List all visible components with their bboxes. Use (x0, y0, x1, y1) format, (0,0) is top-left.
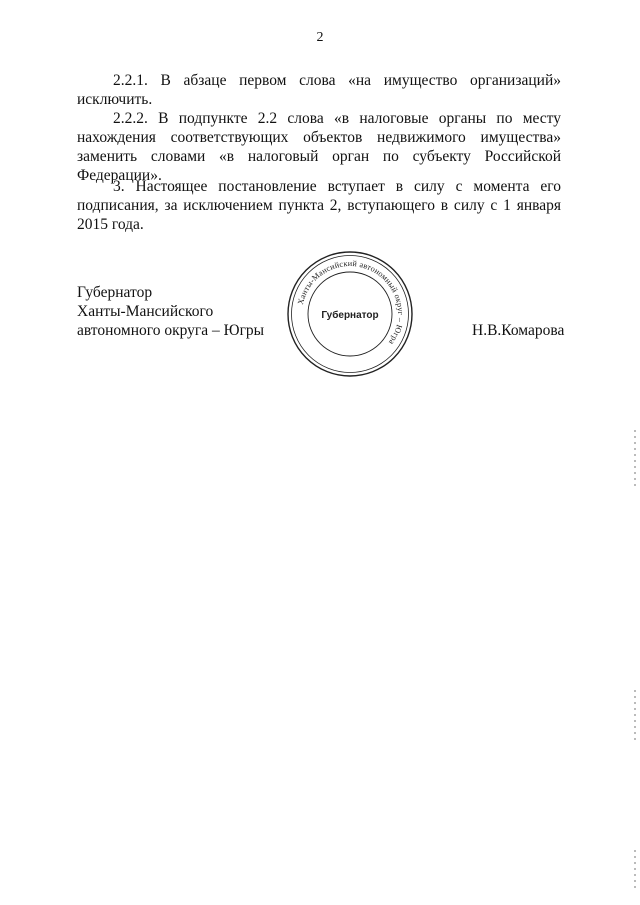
signer-name: Н.В.Комарова (472, 322, 565, 339)
seal-center-text: Губернатор (321, 310, 379, 321)
signer-position-line: Ханты-Мансийского (77, 303, 214, 320)
scan-edge-mark (634, 690, 636, 740)
paragraph-2-2-2: 2.2.2. В подпункте 2.2 слова «в налоговые органы по месту нахождения соответствующих объектов недвижимого имущества» заменить словами «в налоговый орган по субъекту Российской Федерации». (77, 110, 561, 184)
signer-position-line: автономного округа – Югры (77, 322, 265, 339)
official-seal-stamp (286, 250, 414, 378)
scan-edge-mark (634, 850, 636, 890)
seal-ring-text: Ханты-Мансийский автономный округ – Югра (295, 258, 406, 347)
paragraph-2-2-1: 2.2.1. В абзаце первом слова «на имущество организаций» исключить. (77, 72, 561, 108)
page-number: 2 (316, 30, 324, 45)
signer-position (77, 283, 264, 340)
paragraph-3: 3. Настоящее постановление вступает в силу с момента его подписания, за исключением пункта 2, вступающего в силу с 1 января 2015 года. (77, 178, 561, 233)
scan-edge-mark (634, 430, 636, 490)
signer-position-line: Губернатор (77, 284, 153, 301)
